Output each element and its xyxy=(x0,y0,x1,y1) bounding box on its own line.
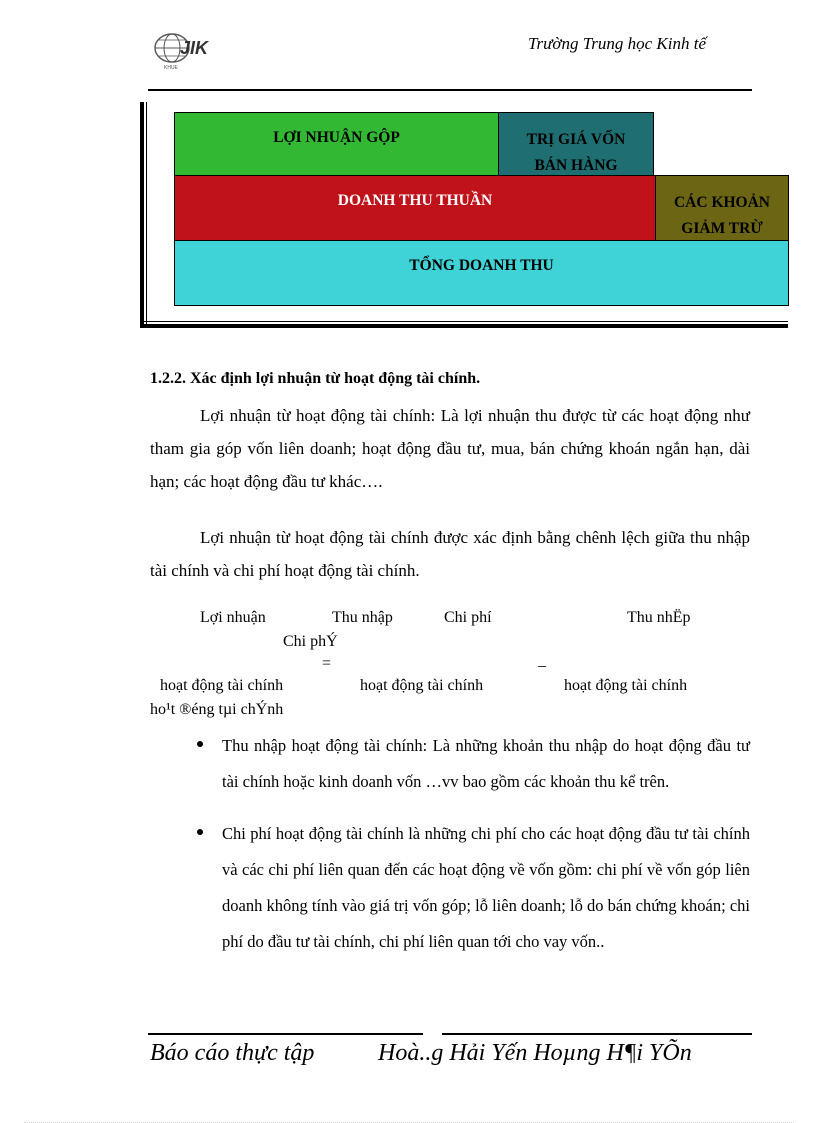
deductions-label-line1: CÁC KHOẢN xyxy=(673,194,770,211)
paragraph-calculation: Lợi nhuận từ hoạt động tài chính được xác định bằng chênh lệch giữa thu nhập tài chính và chi phí hoạt động tài chính. xyxy=(150,528,750,580)
formula-fin-activity-3: hoạt động tài chính xyxy=(564,677,688,694)
list-item xyxy=(197,728,750,800)
formula-fin-activity-1: hoạt động tài chính xyxy=(160,677,284,694)
section-heading: 1.2.2. Xác định lợi nhuận từ hoạt động tài chính. xyxy=(150,370,481,387)
net-revenue-box xyxy=(174,175,656,241)
total-revenue-label: TỔNG DOANH THU xyxy=(409,257,554,274)
formula-expense-garbled: Chi phÝ xyxy=(283,633,338,650)
deductions-box xyxy=(655,175,789,241)
logo-subtext: KHUE xyxy=(164,65,178,71)
formula-equals-sign: = xyxy=(322,655,332,672)
logo-text: JIK xyxy=(180,38,209,58)
header-divider xyxy=(148,89,752,91)
bullet-text: Chi phí hoạt động tài chính là những chi phí cho các hoạt động đầu tư tài chính và các chi phí liên quan đến các hoạt động về vốn gồm: chi phí về vốn góp liên doanh không tính vào giá trị vốn góp; lỗ liên doanh; lỗ do bán chứng khoán; chi phí do đầu tư tài chính, chi phí liên quan tới cho vay vốn.. xyxy=(222,824,750,951)
total-revenue-box xyxy=(174,240,789,306)
formula-expense-label: Chi phí xyxy=(444,609,492,626)
list-item xyxy=(197,816,750,960)
footer-author: Hoà..g Hải Yến Hoµng H¶i YÕn xyxy=(378,1040,692,1066)
paragraph-definition: Lợi nhuận từ hoạt động tài chính: Là lợi nhuận thu được từ các hoạt động như tham gia góp vốn liên doanh; hoạt động đầu tư, mua, bán chứng khoán ngắn hạn, dài hạn; các hoạt động đầu tư khác…. xyxy=(150,406,750,491)
bullet-list xyxy=(197,728,750,976)
cogs-label-line1: TRỊ GIÁ VỐN xyxy=(526,131,626,148)
net-revenue-label: DOANH THU THUẦN xyxy=(337,192,493,209)
bullet-dot-icon xyxy=(197,829,203,835)
formula-fin-activity-garbled: ho¹t ®éng tµi chÝnh xyxy=(150,701,284,718)
cogs-label-line2: BÁN HÀNG xyxy=(534,157,618,174)
formula-income-label: Thu nhập xyxy=(332,609,393,626)
bullet-dot-icon xyxy=(197,741,203,747)
gross-profit-label: LỢI NHUẬN GỘP xyxy=(273,129,400,146)
formula-minus-sign: _ xyxy=(538,652,546,669)
diagram-left-border xyxy=(140,102,144,328)
formula-income-garbled: Thu nhËp xyxy=(627,609,691,626)
school-name: Trường Trung học Kinh tế xyxy=(528,34,706,53)
footer-report-title: Báo cáo thực tập xyxy=(150,1040,315,1066)
diagram-bottom-border xyxy=(140,324,788,328)
cogs-box xyxy=(498,112,654,177)
bullet-text: Thu nhập hoạt động tài chính: Là những khoản thu nhập do hoạt động đầu tư tài chính hoặc kinh doanh vốn …vv bao gồm các khoản thu kể trên. xyxy=(222,736,750,791)
globe-logo-icon xyxy=(150,30,230,72)
school-logo xyxy=(150,30,230,72)
footer-divider-right xyxy=(442,1033,752,1035)
formula-profit-label: Lợi nhuận xyxy=(200,609,266,626)
gross-profit-box xyxy=(174,112,499,177)
diagram-left-border-inner xyxy=(146,102,147,328)
deductions-label-line2: GIẢM TRỪ xyxy=(681,220,763,237)
formula-fin-activity-2: hoạt động tài chính xyxy=(360,677,484,694)
diagram-bottom-border-inner xyxy=(140,321,788,322)
revenue-structure-diagram xyxy=(140,102,790,330)
footer-divider-left xyxy=(148,1033,423,1035)
